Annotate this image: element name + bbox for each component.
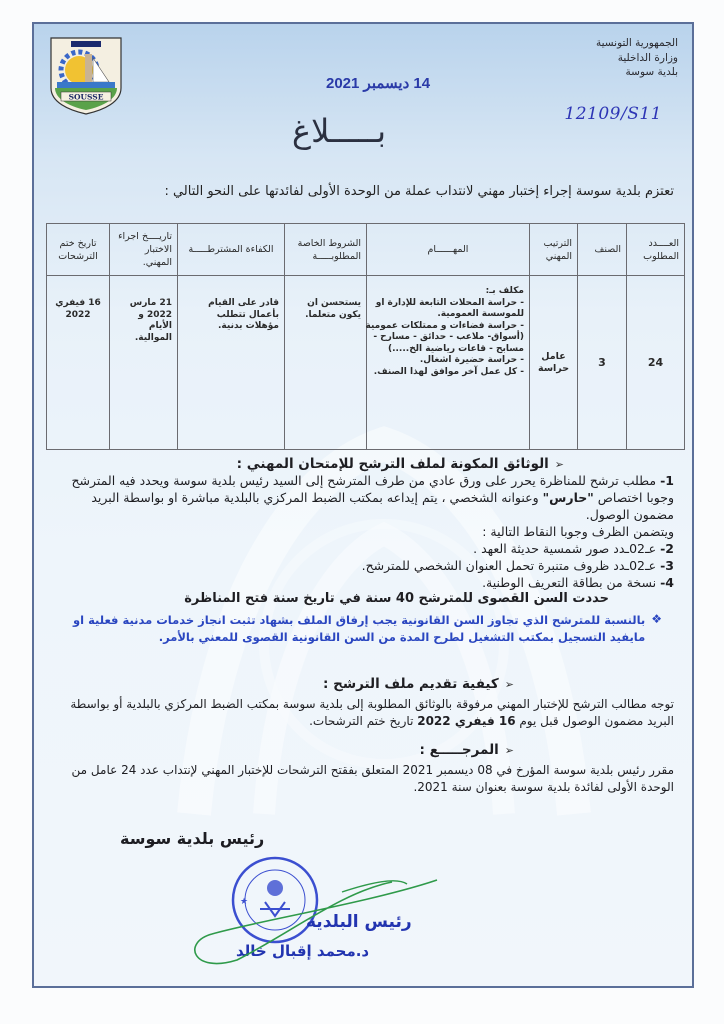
cell-category: 3	[578, 276, 627, 450]
age-exception-note: بالنسبة للمترشح الذي تجاوز السن القانونية يجب إرفاق الملف بشهاد تثبت انجاز خدمات مدنية فعلية او مايفيد التسجيل بمكتب التشغيل لطرح المدة من السن القانونية القصوى للمعني بالأمر.	[72, 613, 646, 644]
col-special-conditions: الشروط الخاصة المطلوبـــــة	[285, 224, 367, 276]
stamp-role: رئيس البلدية	[306, 912, 412, 932]
col-count: العــــدد المطلوب	[627, 224, 685, 276]
handwritten-signature	[142, 862, 462, 972]
col-exam-date: تاريــــخ اجراء الاختبار المهني.	[110, 224, 178, 276]
diamond-bullet-icon: ❖	[651, 612, 662, 626]
task-line: للموسسة العمومية.	[437, 309, 524, 319]
deadline-date: 16 فيفري 2022	[417, 714, 516, 728]
task-line: - حراسة حضيرة اشغال.	[419, 355, 524, 365]
cell-count: 24	[627, 276, 685, 450]
envelope-intro: ويتضمن الظرف وجوبا النقاط التالية :	[482, 524, 674, 539]
col-closing-date: تاريخ ختم الترشحات	[47, 224, 110, 276]
cell-closing-date: 16 فيفري 2022	[47, 276, 110, 450]
municipality-name: بلدية سوسة	[625, 66, 678, 78]
task-line: - كل عمل آخر موافق لهذا الصنف.	[373, 366, 524, 377]
ministry-name: وزارة الداخلية	[617, 51, 678, 64]
cell-exam-date: 21 مارس 2022 و الأيام الموالية.	[110, 276, 178, 450]
page-title: بـــــلاغ	[292, 112, 386, 150]
signature-title: رئيس بلدية سوسة	[120, 829, 265, 848]
item-1: 1- مطلب ترشح للمناظرة يحرر على ورق عادي من طرف المترشح إلى السيد رئيس بلدية سوسة ويحدد فيه المترشح وجوبا اختصاص "حارس" وعنوانه الشخصي ، يتم إيداعه بمكتب الضبط المركزي بالبلدية مباشرة او بواسطة البريد مضمون الوصول.	[71, 473, 674, 522]
svg-text:SOUSSE: SOUSSE	[68, 92, 104, 102]
task-line: (أسواق- ملاعب - حدائق - مسارح -	[373, 332, 524, 342]
documents-section	[48, 456, 674, 646]
item-4: 4- نسخة من بطاقة التعريف الوطنية.	[482, 575, 674, 590]
documents-heading: الوثائق المكونة لملف الترشح للإمتحان المهني :	[236, 456, 549, 472]
arrow-bullet-icon: ➢	[554, 458, 564, 471]
reference-number: 12109/S11	[564, 104, 662, 124]
cell-competence: قادر على القيام بأعمال تتطلب مؤهلات بدنية.	[178, 276, 285, 450]
arrow-bullet-icon: ➢	[504, 678, 514, 691]
country-name: الجمهورية التونسية	[596, 37, 678, 49]
cell-tasks	[367, 276, 530, 450]
specialty-label: "حارس"	[542, 490, 594, 505]
reference-heading: المرجـــــع :	[419, 742, 499, 758]
arrow-bullet-icon: ➢	[504, 744, 514, 757]
task-line: - حراسة المحلات التابعة للإدارة او	[375, 297, 524, 308]
reference-section	[48, 742, 674, 796]
issuer-block	[596, 36, 678, 80]
col-competence: الكفاءة المشترطـــــة	[178, 224, 285, 276]
reference-text: مقرر رئيس بلدية سوسة المؤرخ في 08 ديسمبر 2021 المتعلق بفقتح الترشحات للإختبار المهني لإنتداب عدد 24 عامل من الوحدة الأولى لفائدة بلدية سوسة بعنوان سنة 2021.	[71, 763, 674, 794]
cell-special-conditions: يستحسن ان يكون متعلما.	[285, 276, 367, 450]
table-header-row	[47, 224, 685, 276]
cell-rank: عامل حراسة	[530, 276, 578, 450]
task-line: مكلف بـ:	[485, 286, 524, 296]
table-row	[47, 276, 685, 450]
age-limit: حددت السن القصوى للمترشح 40 سنة في تاريخ سنة فتح المناظرة	[184, 591, 609, 606]
date-stamp: 14 ديسمبر 2021	[326, 75, 431, 92]
svg-text:★: ★	[240, 897, 249, 907]
task-line: مسابح - قاعات رياضية الخ.....)	[387, 343, 524, 354]
col-tasks: المهــــــام	[367, 224, 530, 276]
col-category: الصنف	[578, 224, 627, 276]
signatory-name: د.محمد إقبال خالد	[236, 942, 370, 960]
intro-text: تعتزم بلدية سوسة إجراء إختبار مهني لانتداب عملة من الوحدة الأولى لفائدتها على النحو التالي :	[164, 184, 674, 199]
task-line: - حراسة فضاءات و ممتلكات عمومية	[365, 320, 524, 331]
item-2: 2- عـ02ـدد صور شمسية حديثة العهد .	[473, 541, 674, 556]
col-rank: الترتيب المهني	[530, 224, 578, 276]
job-table	[46, 223, 685, 450]
sousse-municipality-logo	[49, 36, 123, 116]
item-3: 3- عـ02ـدد ظروف متنبرة تحمل العنوان الشخصي للمترشح.	[361, 558, 674, 573]
submission-section: ➢كيفية تقديم ملف الترشح : توجه مطالب الترشح للإختبار المهني مرفوقة بالوثائق المطلوبة إلى بلدية سوسة بمكتب الضبط المركزي بالبلدية أو بواسطة البريد مضمون الوصول قبل يوم 16 فيفري 2022 تاريخ ختم الترشحات.	[70, 676, 674, 728]
document-frame	[32, 22, 694, 988]
submission-heading: كيفية تقديم ملف الترشح :	[323, 676, 499, 692]
